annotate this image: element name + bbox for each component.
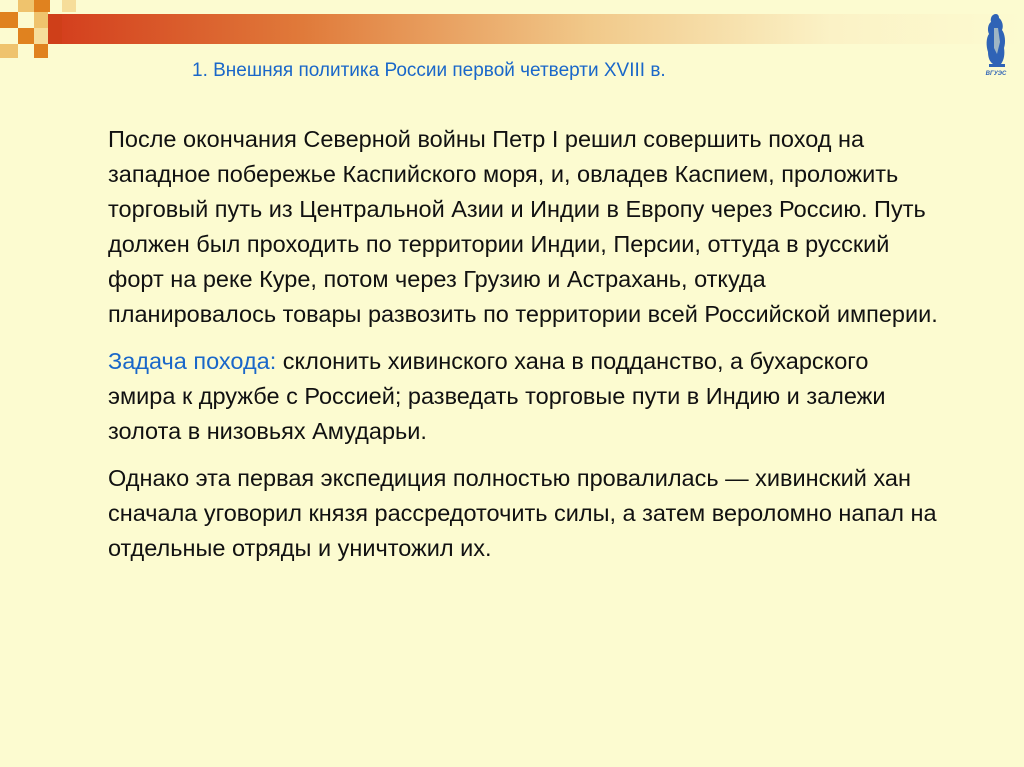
university-logo-icon bbox=[976, 8, 1016, 78]
header-band bbox=[62, 14, 1024, 44]
logo-caption: ВГУЭС bbox=[985, 71, 1007, 77]
body-paragraph-2 bbox=[108, 344, 938, 449]
task-text: склонить хивинского хана в подданство, а бухарского эмира к дружбе с Россией; разведать торговые пути в Индию и залежи золота в низовьях Амударьи. bbox=[108, 348, 886, 444]
mosaic-square bbox=[48, 28, 62, 44]
body-paragraph-1: После окончания Северной войны Петр I решил совершить поход на западное побережье Каспийского моря, и, овладев Каспием, проложить торговый путь из Центральной Азии и Индии в Европу через Россию. Путь должен был проходить по территории Индии, Персии, оттуда в русский форт на реке Куре, потом через Грузию и Астрахань, откуда планировалось товары развозить по территории всей Российской империи. bbox=[108, 126, 938, 327]
slide-body bbox=[108, 122, 938, 578]
task-label: Задача похода: bbox=[108, 348, 277, 374]
mosaic-square bbox=[18, 28, 34, 44]
mosaic-square bbox=[34, 28, 48, 44]
mosaic-square bbox=[34, 12, 48, 28]
slide-title: 1. Внешняя политика России первой четверти XVIII в. bbox=[192, 60, 666, 81]
mosaic-square bbox=[0, 12, 18, 28]
logo-statue-icon bbox=[976, 8, 1016, 78]
mosaic-square bbox=[48, 14, 62, 28]
mosaic-square bbox=[34, 0, 50, 12]
mosaic-square bbox=[18, 0, 34, 12]
mosaic-square bbox=[0, 44, 18, 58]
body-paragraph-3: Однако эта первая экспедиция полностью провалилась — хивинский хан сначала уговорил князя рассредоточить силы, а затем вероломно напал на отдельные отряды и уничтожил их. bbox=[108, 465, 937, 561]
mosaic-square bbox=[34, 44, 48, 58]
mosaic-square bbox=[62, 0, 76, 12]
